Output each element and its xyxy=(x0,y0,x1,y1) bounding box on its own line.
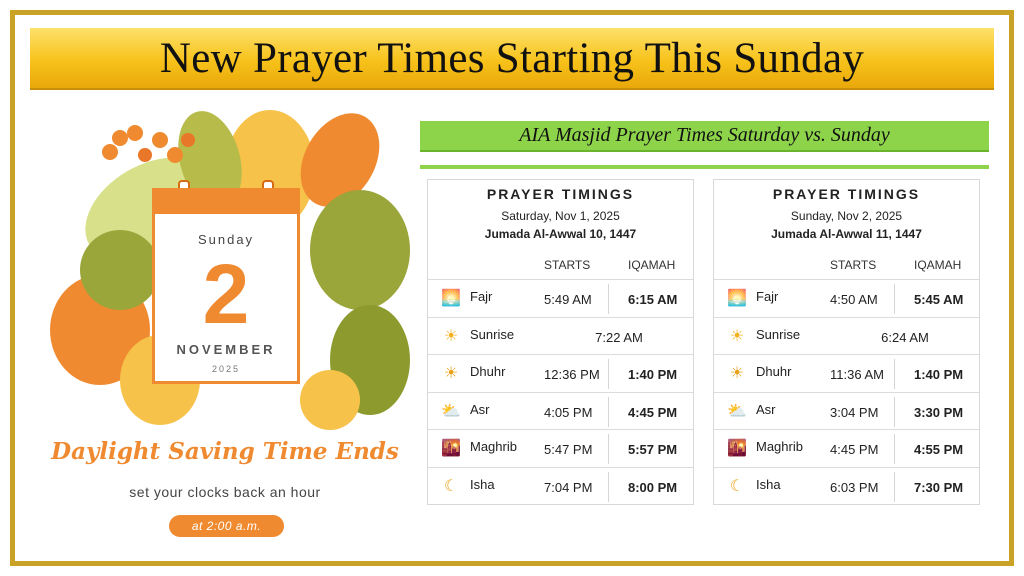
prayer-name: Fajr xyxy=(470,289,493,304)
page-title: New Prayer Times Starting This Sunday xyxy=(159,34,865,82)
calendar-month: NOVEMBER xyxy=(176,342,276,357)
prayer-name: Asr xyxy=(470,401,490,417)
prayer-name: Dhuhr xyxy=(470,364,506,379)
prayer-name: Sunrise xyxy=(470,326,515,342)
start-time: 6:03 PM xyxy=(830,479,879,495)
table-rows xyxy=(428,279,693,504)
table-row xyxy=(428,467,693,505)
start-time: 4:45 PM xyxy=(830,442,879,457)
iqamah-time: 6:15 AM xyxy=(628,292,678,307)
column-starts: STARTS xyxy=(544,258,591,272)
prayer-name: Isha xyxy=(756,476,781,492)
table-row xyxy=(428,429,693,467)
table-date: Saturday, Nov 1, 2025 xyxy=(501,209,620,223)
sunset-icon: 🌇 xyxy=(441,440,461,457)
start-time: 12:36 PM xyxy=(544,367,600,382)
start-time: 4:50 AM xyxy=(830,292,878,307)
start-time: 11:36 AM xyxy=(830,367,884,382)
dst-subtitle: set your clocks back an hour xyxy=(129,484,321,500)
table-row xyxy=(714,429,979,467)
calendar-day-number: 2 xyxy=(202,247,250,341)
comparison-header xyxy=(420,121,989,152)
table-hijri-date: Jumada Al-Awwal 11, 1447 xyxy=(771,227,922,241)
calendar-year: 2025 xyxy=(211,364,241,374)
prayer-name: Fajr xyxy=(756,289,779,304)
prayer-name: Sunrise xyxy=(756,326,801,342)
header-banner xyxy=(30,28,994,90)
iqamah-time: 8:00 PM xyxy=(628,479,678,495)
start-time: 3:04 PM xyxy=(830,404,879,420)
table-date: Sunday, Nov 2, 2025 xyxy=(790,209,903,223)
iqamah-time: 5:45 AM xyxy=(914,292,964,307)
start-time: 4:05 PM xyxy=(544,404,593,420)
iqamah-time: 3:30 PM xyxy=(914,404,964,420)
column-headers xyxy=(428,258,693,278)
start-time: 5:49 AM xyxy=(544,292,592,307)
table-hijri-date: Jumada Al-Awwal 10, 1447 xyxy=(484,227,637,241)
sunrise-icon: 🌅 xyxy=(727,290,747,307)
prayer-name: Maghrib xyxy=(470,439,517,454)
table-row xyxy=(428,392,693,430)
sun-horizon-icon: ☀ xyxy=(443,327,459,345)
cell-divider xyxy=(894,397,895,427)
cell-divider xyxy=(608,472,609,502)
cell-divider xyxy=(608,434,609,464)
moon-icon: ☾ xyxy=(443,477,459,495)
column-headers xyxy=(714,258,979,278)
sun-icon: ☀ xyxy=(729,365,745,382)
sunset-icon: 🌇 xyxy=(727,440,747,457)
prayer-name: Maghrib xyxy=(756,439,803,454)
table-heading: PRAYER TIMINGS xyxy=(486,186,635,202)
cell-divider xyxy=(608,397,609,427)
iqamah-time: 1:40 PM xyxy=(628,367,678,382)
iqamah-time: 1:40 PM xyxy=(914,367,964,382)
start-time: 5:47 PM xyxy=(544,442,593,457)
moon-icon: ☾ xyxy=(729,477,745,495)
prayer-table-sunday xyxy=(713,179,980,505)
iqamah-time: 4:55 PM xyxy=(914,442,964,457)
cell-divider xyxy=(608,284,609,314)
sunrise-icon: 🌅 xyxy=(441,290,461,307)
table-row xyxy=(428,354,693,392)
iqamah-time: 4:45 PM xyxy=(628,404,678,420)
dst-time-badge: at 2:00 a.m. xyxy=(169,515,284,537)
start-time: 7:04 PM xyxy=(544,479,593,495)
dst-title: Daylight Saving Time Ends xyxy=(51,438,399,465)
table-rows xyxy=(714,279,979,504)
iqamah-time: 5:57 PM xyxy=(628,442,678,457)
table-heading: PRAYER TIMINGS xyxy=(772,186,921,202)
sun-icon: ☀ xyxy=(443,365,459,382)
cell-divider xyxy=(894,434,895,464)
prayer-name: Isha xyxy=(470,476,495,492)
sun-cloud-icon: ⛅ xyxy=(441,402,461,420)
sun-horizon-icon: ☀ xyxy=(729,327,745,345)
start-time: 7:22 AM xyxy=(595,329,643,345)
table-row xyxy=(428,317,693,355)
divider xyxy=(420,165,989,169)
calendar-page xyxy=(152,188,300,384)
cell-divider xyxy=(894,472,895,502)
column-starts: STARTS xyxy=(830,258,877,272)
cell-divider xyxy=(608,359,609,389)
sun-cloud-icon: ⛅ xyxy=(727,402,747,420)
table-row xyxy=(714,317,979,355)
table-row xyxy=(714,467,979,505)
iqamah-time: 7:30 PM xyxy=(914,479,964,495)
prayer-name: Asr xyxy=(756,401,776,417)
cell-divider xyxy=(894,359,895,389)
table-row xyxy=(714,279,979,317)
prayer-table-saturday xyxy=(427,179,694,505)
prayer-name: Dhuhr xyxy=(756,364,792,379)
start-time: 6:24 AM xyxy=(881,329,929,345)
calendar-day-name: Sunday xyxy=(197,232,255,247)
table-row xyxy=(714,392,979,430)
cell-divider xyxy=(894,284,895,314)
comparison-title: AIA Masjid Prayer Times Saturday vs. Sunday xyxy=(519,124,890,146)
table-row xyxy=(428,279,693,317)
column-iqamah: IQAMAH xyxy=(914,258,962,272)
table-row xyxy=(714,354,979,392)
column-iqamah: IQAMAH xyxy=(628,258,676,272)
